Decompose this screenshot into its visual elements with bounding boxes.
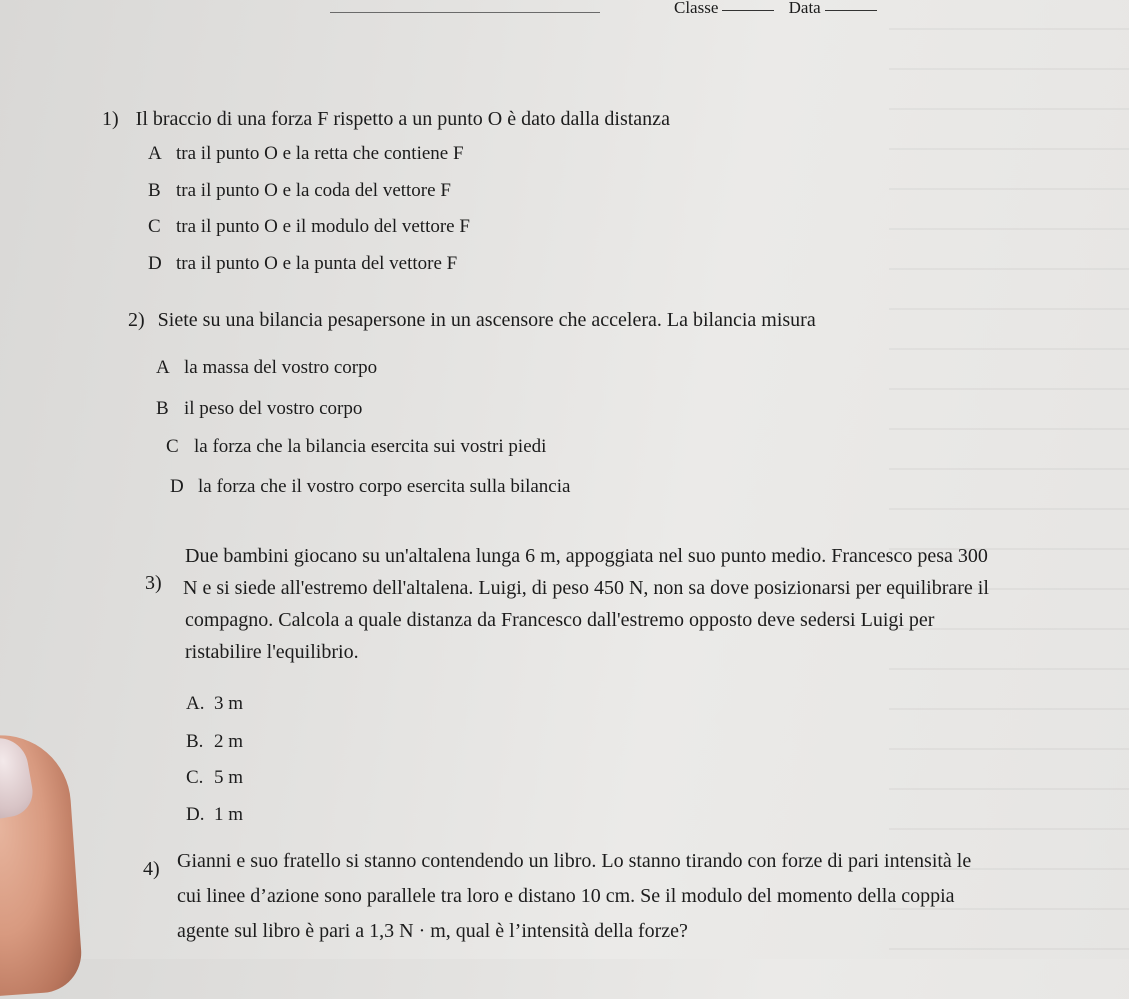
q3-option-b[interactable] xyxy=(186,731,243,753)
q3-option-d[interactable] xyxy=(186,804,243,826)
option-letter: C. xyxy=(186,767,204,788)
option-text: tra il punto O e la coda del vettore F xyxy=(176,180,451,201)
question-number: 1) xyxy=(102,108,119,130)
option-text: 3 m xyxy=(214,693,244,714)
question-line: Due bambini giocano su un'altalena lunga 6 m, appoggiata nel suo punto medio. Francesco pesa 300 xyxy=(185,545,988,567)
q3-option-a[interactable] xyxy=(186,693,243,715)
option-letter: D xyxy=(148,253,162,274)
q1-option-a[interactable] xyxy=(148,143,464,165)
question-line: compagno. Calcola a quale distanza da Francesco dall'estremo opposto deve sedersi Luigi per xyxy=(185,609,935,631)
option-text: la forza che la bilancia esercita sui vostri piedi xyxy=(194,436,547,457)
option-text: 5 m xyxy=(214,767,244,788)
q2-option-b[interactable] xyxy=(156,398,362,420)
bleed-through-text xyxy=(889,0,1129,959)
question-line: N e si siede all'estremo dell'altalena. Luigi, di peso 450 N, non sa dove posizionarsi per equilibrare il xyxy=(183,577,989,599)
q1-option-c[interactable] xyxy=(148,216,470,238)
header-rule xyxy=(330,12,600,13)
option-text: 1 m xyxy=(214,804,244,825)
option-text: 2 m xyxy=(214,731,244,752)
data-label: Data xyxy=(788,0,821,17)
option-letter: D. xyxy=(186,804,205,825)
header-fields xyxy=(674,0,877,18)
option-letter: C xyxy=(148,216,161,237)
question-4-number: 4) xyxy=(143,858,160,880)
question-1 xyxy=(102,108,670,131)
question-2 xyxy=(128,309,816,332)
option-letter: B xyxy=(156,398,169,419)
option-letter: D xyxy=(170,476,184,497)
option-text: tra il punto O e il modulo del vettore F xyxy=(176,216,470,237)
classe-label: Classe xyxy=(674,0,719,17)
q1-option-b[interactable] xyxy=(148,180,451,202)
question-3-number: 3) xyxy=(145,572,162,594)
question-line: agente sul libro è pari a 1,3 N · m, qual è l’intensità della forze? xyxy=(177,920,688,942)
question-line: Gianni e suo fratello si stanno contendendo un libro. Lo stanno tirando con forze di pari intensità le xyxy=(177,850,972,872)
q1-option-d[interactable] xyxy=(148,253,457,275)
q2-option-c[interactable] xyxy=(166,436,546,458)
question-3-text xyxy=(185,540,1075,668)
option-letter: C xyxy=(166,436,179,457)
option-letter: B xyxy=(148,180,161,201)
option-text: la forza che il vostro corpo esercita sulla bilancia xyxy=(198,476,571,497)
option-text: tra il punto O e la retta che contiene F xyxy=(176,143,464,164)
question-line: ristabilire l'equilibrio. xyxy=(185,641,359,663)
question-text: Siete su una bilancia pesapersone in un ascensore che accelera. La bilancia misura xyxy=(157,309,816,331)
question-number: 2) xyxy=(128,309,145,331)
q2-option-d[interactable] xyxy=(170,476,570,498)
option-letter: B. xyxy=(186,731,204,752)
option-text: la massa del vostro corpo xyxy=(184,357,378,378)
option-letter: A. xyxy=(186,693,205,714)
question-line: cui linee d’azione sono parallele tra loro e distano 10 cm. Se il modulo del momento della coppia xyxy=(177,885,955,907)
question-text: Il braccio di una forza F rispetto a un punto O è dato dalla distanza xyxy=(135,108,670,130)
option-text: tra il punto O e la punta del vettore F xyxy=(176,253,458,274)
option-letter: A xyxy=(156,357,170,378)
q2-option-a[interactable] xyxy=(156,357,377,379)
question-4-text xyxy=(177,844,1117,949)
option-letter: A xyxy=(148,143,162,164)
option-text: il peso del vostro corpo xyxy=(184,398,363,419)
data-blank[interactable] xyxy=(825,10,877,11)
q3-option-c[interactable] xyxy=(186,767,243,789)
classe-blank[interactable] xyxy=(722,10,774,11)
